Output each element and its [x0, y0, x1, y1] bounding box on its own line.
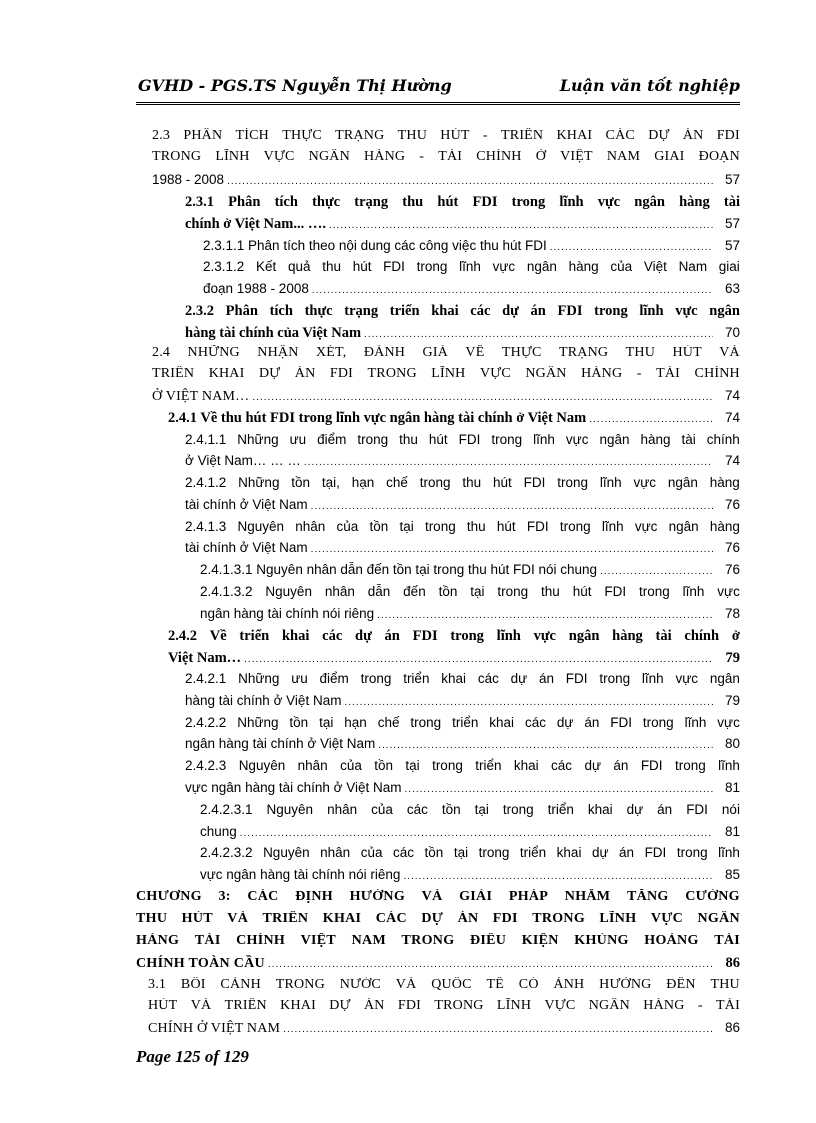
toc-page-number: 57 [724, 216, 740, 231]
toc-entry-text: vực ngân hàng tài chính ở Việt Nam [185, 780, 402, 795]
toc-dot-leader [311, 501, 713, 512]
toc-dot-leader [377, 610, 713, 621]
toc-entry[interactable] [185, 194, 740, 216]
toc-page-number: 78 [724, 606, 740, 621]
toc-dot-leader [283, 1024, 713, 1035]
toc-entry[interactable] [148, 1020, 740, 1042]
toc-entry[interactable] [152, 345, 740, 367]
toc-entry[interactable] [200, 562, 740, 584]
toc-entry[interactable] [185, 432, 740, 454]
toc-entry-text: chính ở Việt Nam... …. [185, 216, 326, 232]
toc-entry[interactable] [148, 998, 740, 1020]
toc-entry-text: 2.4.1.3 Nguyên nhân của tồn tại trong thu hút FDI trong lĩnh vực ngân hàng [185, 519, 740, 534]
toc-entry[interactable] [185, 325, 740, 347]
toc-entry-text: 2.4.1.3.1 Nguyên nhân dẫn đến tồn tại trong thu hút FDI nói chung [200, 562, 598, 577]
toc-entry[interactable] [152, 366, 740, 388]
toc-entry-text: ngân hàng tài chính nói riêng [200, 606, 375, 621]
toc-entry[interactable] [200, 802, 740, 824]
toc-entry[interactable] [185, 303, 740, 325]
toc-page-number: 76 [724, 497, 740, 512]
toc-entry-text: 2.3.2 Phân tích thực trạng triển khai các dự án FDI trong lĩnh vực ngân [185, 303, 740, 319]
toc-entry-text: CHƯƠNG 3: CÁC ĐỊNH HƯỚNG VÀ GIẢI PHÁP NHẰM TĂNG CƯỜNG [136, 889, 740, 904]
toc-entry-text: 2.4.2.3 Nguyên nhân của tồn tại trong triển khai các dự án FDI trong lĩnh [185, 758, 740, 773]
toc-entry-text: 2.4.2.2 Những tồn tại hạn chế trong triển khai các dự án FDI trong lĩnh vực [185, 715, 740, 730]
toc-entry-text: 2.4.1 Về thu hút FDI trong lĩnh vực ngân hàng tài chính ở Việt Nam [168, 410, 587, 426]
toc-page-number: 74 [724, 453, 740, 468]
toc-dot-leader [378, 740, 713, 751]
toc-entry[interactable] [203, 259, 740, 281]
toc-entry[interactable] [185, 540, 740, 562]
toc-entry[interactable] [136, 911, 740, 933]
toc-entry-text: CHÍNH Ở VIỆT NAM [148, 1021, 281, 1036]
toc-dot-leader [344, 697, 713, 708]
toc-dot-leader [268, 959, 713, 970]
toc-entry[interactable] [168, 410, 740, 432]
toc-page-number: 74 [724, 388, 740, 403]
toc-entry-text: TRIỂN KHAI DỰ ÁN FDI TRONG LĨNH VỰC NGÂN HÀNG - TÀI CHÍNH [152, 366, 740, 381]
toc-entry[interactable] [185, 475, 740, 497]
header-document-type: Luận văn tốt nghiệp [559, 76, 740, 95]
toc-entry[interactable] [203, 281, 740, 303]
toc-entry[interactable] [200, 584, 740, 606]
toc-entry[interactable] [200, 606, 740, 628]
toc-entry[interactable] [185, 519, 740, 541]
toc-dot-leader [550, 242, 713, 253]
toc-entry[interactable] [152, 172, 740, 194]
toc-entry[interactable] [136, 933, 740, 955]
toc-entry-text: THU HÚT VÀ TRIỂN KHAI CÁC DỰ ÁN FDI TRONG LĨNH VỰC NGÂN [136, 911, 740, 926]
toc-dot-leader [600, 566, 713, 577]
toc-page-number: 86 [724, 1020, 740, 1035]
toc-entry[interactable] [168, 650, 740, 672]
toc-entry-text: ngân hàng tài chính ở Việt Nam [185, 736, 376, 751]
toc-entry-text: 2.3.1 Phân tích thực trạng thu hút FDI trong lĩnh vực ngân hàng tài [185, 194, 740, 210]
toc-entry[interactable] [185, 693, 740, 715]
toc-entry-text: Việt Nam… [168, 650, 242, 666]
toc-entry-text: tài chính ở Việt Nam [185, 497, 308, 512]
toc-page-number: 76 [724, 540, 740, 555]
header-supervisor: GVHD - PGS.TS Nguyễn Thị Hường [138, 76, 452, 95]
toc-entry[interactable] [152, 128, 740, 150]
toc-entry-text: ở Việt Nam… … … [185, 453, 301, 468]
toc-entry[interactable] [200, 867, 740, 889]
toc-entry[interactable] [185, 758, 740, 780]
toc-dot-leader [311, 544, 713, 555]
toc-dot-leader [364, 329, 713, 340]
toc-entry[interactable] [185, 497, 740, 519]
toc-entry[interactable] [185, 216, 740, 238]
toc-page-number: 85 [724, 867, 740, 882]
toc-page-number: 79 [724, 693, 740, 708]
toc-entry[interactable] [185, 671, 740, 693]
toc-entry[interactable] [203, 238, 740, 260]
toc-entry[interactable] [185, 736, 740, 758]
toc-entry[interactable] [148, 977, 740, 999]
toc-dot-leader [227, 176, 713, 187]
toc-entry-text: 2.4.1.3.2 Nguyên nhân dẫn đến tồn tại trong thu hút FDI trong lĩnh vực [200, 584, 740, 599]
toc-entry[interactable] [200, 845, 740, 867]
toc-entry[interactable] [136, 955, 740, 977]
toc-page-number: 57 [724, 172, 740, 187]
toc-entry-text: 3.1 BỐI CẢNH TRONG NƯỚC VÀ QUỐC TẾ CÓ ẢNH HƯỞNG ĐẾN THU [148, 977, 740, 992]
toc-entry-text: 2.4 NHỮNG NHẬN XÉT, ĐÁNH GIÁ VỀ THỰC TRẠNG THU HÚT VÀ [152, 345, 740, 360]
toc-entry-text: 2.3.1.1 Phân tích theo nội dung các công việc thu hút FDI [203, 238, 547, 253]
toc-dot-leader [304, 457, 713, 468]
toc-entry[interactable] [185, 780, 740, 802]
toc-page-number: 81 [724, 824, 740, 839]
toc-entry-text: 2.4.1.2 Những tồn tại, hạn chế trong thu hút FDI trong lĩnh vực ngân hàng [185, 475, 740, 490]
toc-entry-text: Ở VIỆT NAM… [152, 389, 250, 404]
toc-page-number: 70 [724, 325, 740, 340]
toc-entry[interactable] [185, 453, 740, 475]
running-header [136, 76, 740, 105]
toc-entry-text: 2.4.1.1 Những ưu điểm trong thu hút FDI trong lĩnh vực ngân hàng tài chính [185, 432, 740, 447]
page-number-footer: Page 125 of 129 [136, 1047, 249, 1066]
toc-entry-text: 2.4.2.3.2 Nguyên nhân của các tồn tại trong triển khai dự án FDI trong lĩnh [200, 845, 740, 860]
toc-entry[interactable] [185, 715, 740, 737]
toc-page-number: 79 [725, 650, 740, 666]
toc-entry-text: HÀNG TÀI CHÍNH VIỆT NAM TRONG ĐIỀU KIỆN KHỦNG HOẢNG TÀI [136, 933, 740, 948]
toc-page-number: 63 [724, 281, 740, 296]
toc-entry-text: chung [200, 824, 237, 839]
toc-entry-text: HÚT VÀ TRIỂN KHAI DỰ ÁN FDI TRONG LĨNH VỰC NGÂN HÀNG - TÀI [148, 998, 740, 1013]
toc-dot-leader [240, 828, 713, 839]
toc-entry[interactable] [136, 889, 740, 911]
toc-dot-leader [405, 784, 713, 795]
toc-entry-text: 2.4.2.3.1 Nguyên nhân của các tồn tại trong triển khai dự án FDI nói [200, 802, 740, 817]
toc-dot-leader [329, 220, 713, 231]
toc-entry-text: CHÍNH TOÀN CẦU [136, 956, 265, 971]
toc-entry-text: 1988 - 2008 [152, 172, 225, 187]
toc-page-number: 80 [724, 736, 740, 751]
toc-entry[interactable] [200, 824, 740, 846]
toc-entry[interactable] [168, 628, 740, 650]
toc-entry-text: hàng tài chính ở Việt Nam [185, 693, 342, 708]
toc-dot-leader [589, 414, 713, 425]
toc-entry-text: 2.3 PHÂN TÍCH THỰC TRẠNG THU HÚT - TRIỂN KHAI CÁC DỰ ÁN FDI [152, 128, 740, 143]
toc-entry[interactable] [152, 149, 740, 171]
toc-page-number: 76 [724, 562, 740, 577]
toc-entry-text: tài chính ở Việt Nam [185, 540, 308, 555]
toc-dot-leader [312, 285, 713, 296]
toc-page-number: 81 [724, 780, 740, 795]
toc-dot-leader [403, 871, 713, 882]
toc-entry-text: hàng tài chính của Việt Nam [185, 325, 362, 341]
toc-entry-text: đoạn 1988 - 2008 [203, 281, 309, 296]
toc-page-number: 74 [724, 410, 740, 425]
toc-page-number: 86 [725, 955, 740, 971]
toc-dot-leader [244, 654, 713, 665]
toc-page-number: 57 [724, 238, 740, 253]
toc-entry-text: 2.4.2 Về triển khai các dự án FDI trong lĩnh vực ngân hàng tài chính ở [168, 628, 740, 644]
toc-entry[interactable] [152, 388, 740, 410]
toc-dot-leader [252, 392, 713, 403]
toc-entry-text: 2.3.1.2 Kết quả thu hút FDI trong lĩnh vực ngân hàng của Việt Nam giai [203, 259, 740, 274]
toc-entry-text: 2.4.2.1 Những ưu điểm trong triển khai các dự án FDI trong lĩnh vực ngân [185, 671, 740, 686]
toc-entry-text: TRONG LĨNH VỰC NGÂN HÀNG - TÀI CHÍNH Ở VIỆT NAM GIAI ĐOẠN [152, 149, 740, 164]
toc-entry-text: vực ngân hàng tài chính nói riêng [200, 867, 401, 882]
